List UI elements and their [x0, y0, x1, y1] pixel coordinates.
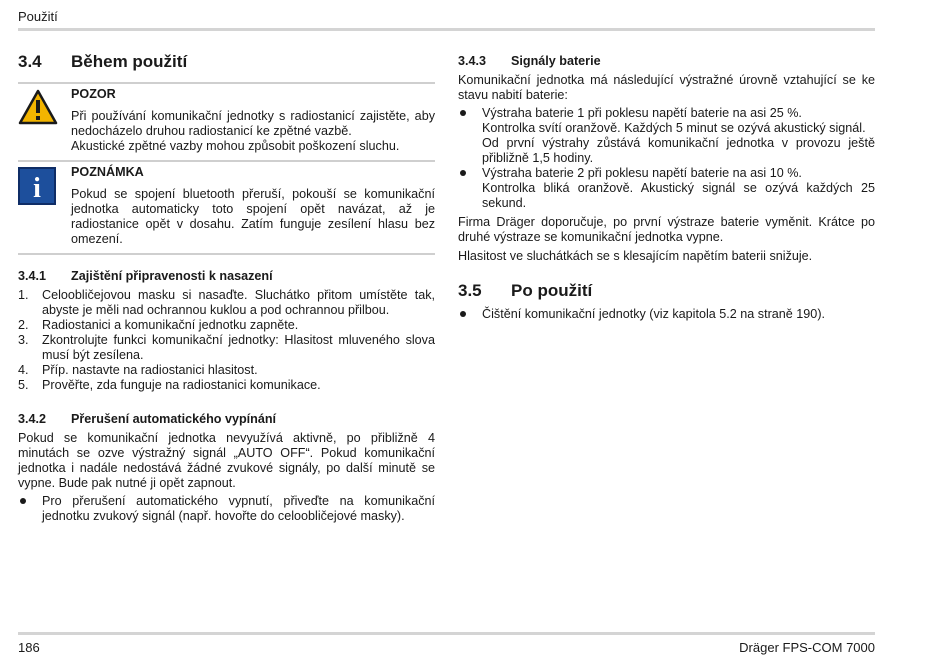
bullet-icon: [458, 166, 482, 211]
page-number: 186: [18, 640, 40, 655]
heading-number: 3.4.3: [458, 54, 487, 68]
list-item: 1. Celoobličejovou masku si nasaďte. Sluchátko přitom umístěte tak, abyste je měli nad ochrannou kuklou a pod ochrannou přilbou.: [18, 288, 435, 317]
heading-number: 3.4.1: [18, 269, 47, 283]
bullet-icon: [18, 494, 42, 524]
info-icon-glyph: i: [33, 173, 41, 204]
right-column: [458, 54, 875, 322]
warning-title: POZOR: [71, 87, 116, 101]
volume-paragraph: Hlasitost ve sluchátkách se s klesajícím napětím baterii snižuje.: [458, 249, 813, 263]
heading-3-4-2: [18, 412, 435, 427]
heading-title: Během použití: [71, 52, 188, 71]
battery-intro: Komunikační jednotka má následující výstražné úrovně vztahující se ke stavu nabití baterie:: [458, 73, 875, 102]
heading-title: Po použití: [511, 281, 593, 300]
warning-text-1: Při používání komunikační jednotky s radiostanicí zajistěte, aby nedocházelo druhou radiostanicí ke zpětné vazbě.: [71, 109, 435, 138]
bullet-icon: [458, 307, 482, 322]
warning-notice: [18, 82, 435, 160]
heading-number: 3.4: [18, 52, 42, 71]
heading-title: Signály baterie: [511, 54, 601, 68]
auto-off-paragraph: Pokud se komunikační jednotka nevyužívá aktivně, po přibližně 4 minutách se ozve výstražný signál „AUTO OFF“. Pokud komunikační jednotka i nadále nedostává žádné zvukové signály, po další minutě se vypne. Bude pak nutné ji opět zapnout.: [18, 431, 435, 490]
bullet-icon: [458, 106, 482, 166]
heading-number: 3.4.2: [18, 412, 47, 426]
info-icon: [18, 167, 56, 205]
warning-triangle-icon: [18, 89, 58, 125]
heading-title: Zajištění připravenosti k nasazení: [71, 269, 273, 283]
left-column: [18, 48, 435, 524]
info-notice: [18, 160, 435, 253]
warning-text-2: Akustické zpětné vazby mohou způsobit poškození sluchu.: [71, 139, 400, 153]
header-rule: [18, 28, 875, 31]
after-use-bullets: [458, 307, 875, 322]
notice-divider: [18, 253, 435, 255]
list-item: Pro přerušení automatického vypnutí, přiveďte na komunikační jednotku zvukový signál (např. hovořte do celoobličejové masky).: [18, 494, 435, 524]
list-item: Čištění komunikační jednotky (viz kapitola 5.2 na straně 190).: [458, 307, 875, 322]
heading-3-4-1: [18, 269, 435, 284]
auto-off-bullets: [18, 494, 435, 524]
list-item: Výstraha baterie 1 při poklesu napětí baterie na asi 25 %. Kontrolka svítí oranžově. Každých 5 minut se ozývá akustický signál. Od první výstrahy zůstává komunikační jednotka v provozu ještě přibližně 1,5 hodiny.: [458, 106, 875, 166]
list-item: 5. Prověřte, zda funguje na radiostanici komunikace.: [18, 378, 321, 392]
heading-number: 3.5: [458, 281, 482, 300]
heading-3-5: [458, 281, 875, 301]
note-text: Pokud se spojení bluetooth přeruší, pokouší se komunikační jednotka automaticky toto spojení opět navázat, až je radiostanice opět v dosahu. Zatím funguje zesílení hlasu bez omezení.: [71, 187, 435, 246]
heading-3-4: [18, 52, 435, 72]
readiness-steps: [18, 288, 435, 393]
list-item: Výstraha baterie 2 při poklesu napětí baterie na asi 10 %. Kontrolka bliká oranžově. Akustický signál se ozývá každých 25 sekund.: [458, 166, 875, 211]
battery-warnings: [458, 106, 875, 211]
list-item: 3. Zkontrolujte funkci komunikační jednotky: Hlasitost mluveného slova musí být zesílena.: [18, 333, 435, 362]
running-header: Použití: [18, 9, 58, 24]
recommend-paragraph: Firma Dräger doporučuje, po první výstraze baterie vyměnit. Krátce po druhé výstraze se komunikační jednotka vypne.: [458, 215, 875, 244]
note-title: POZNÁMKA: [71, 165, 144, 179]
list-item: 4. Příp. nastavte na radiostanici hlasitost.: [18, 363, 258, 377]
heading-3-4-3: [458, 54, 875, 69]
list-item: 2. Radiostanici a komunikační jednotku zapněte.: [18, 318, 299, 332]
heading-title: Přerušení automatického vypínání: [71, 412, 277, 426]
footer-rule: [18, 632, 875, 635]
product-name: Dräger FPS-COM 7000: [739, 640, 875, 655]
